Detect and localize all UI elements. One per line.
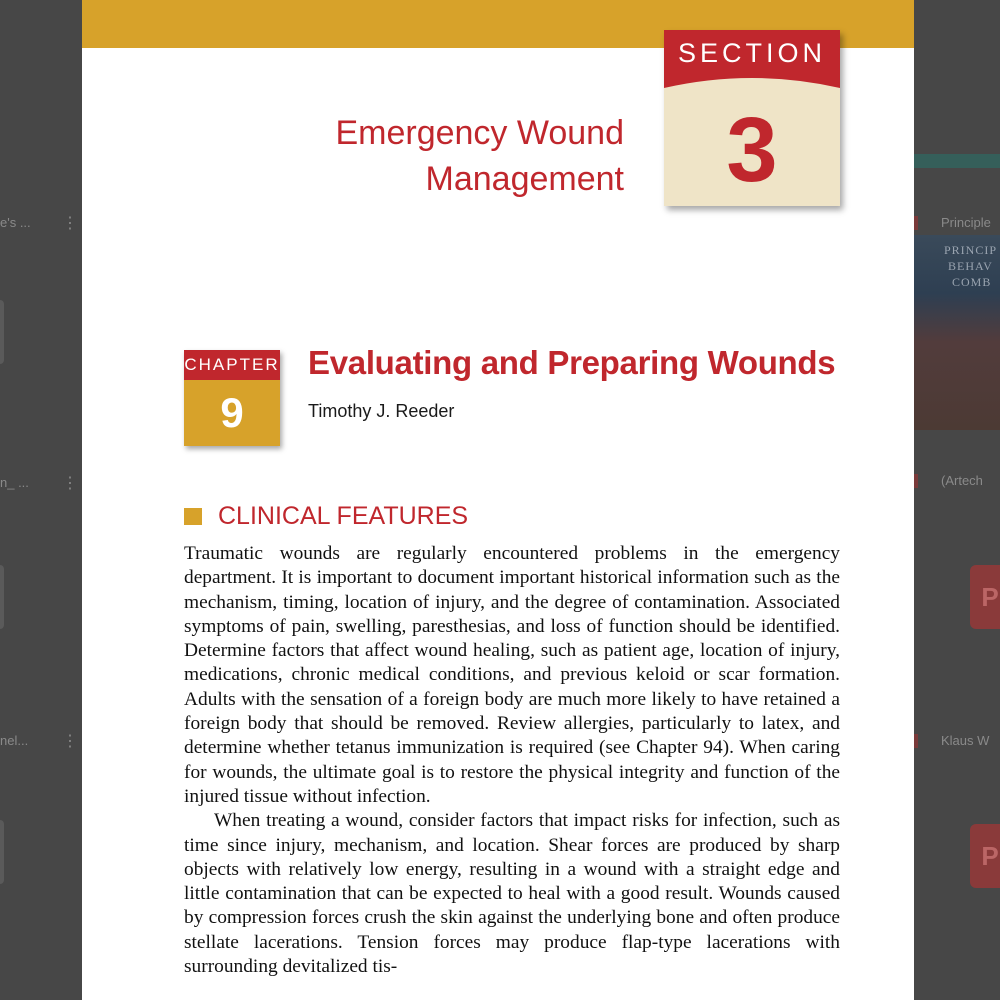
file-thumbnail[interactable] xyxy=(0,565,4,629)
chapter-title: Evaluating and Preparing Wounds xyxy=(308,344,836,381)
file-thumbnail[interactable] xyxy=(0,300,4,364)
section-word: SECTION xyxy=(677,38,826,68)
chapter-badge xyxy=(184,350,280,446)
chapter-word: CHAPTER xyxy=(184,355,280,374)
section-title-line: Emergency Wound xyxy=(335,114,624,152)
section-title xyxy=(335,110,624,202)
file-label[interactable]: (Artech xyxy=(941,473,983,488)
cover-text: COMB xyxy=(952,275,992,289)
heading-square-icon xyxy=(184,508,202,525)
chapter-number: 9 xyxy=(220,389,244,436)
file-label[interactable]: e's ... xyxy=(0,215,31,230)
pdf-file-icon[interactable]: P xyxy=(970,565,1000,629)
document-page[interactable] xyxy=(82,0,914,1000)
chapter-author: Timothy J. Reeder xyxy=(308,401,455,421)
file-type-icon xyxy=(914,216,918,230)
more-options-icon[interactable]: ⋮ xyxy=(62,733,78,750)
file-label[interactable]: Klaus W xyxy=(941,733,990,748)
file-type-icon xyxy=(914,734,918,748)
left-file-column xyxy=(0,0,82,1000)
section-badge xyxy=(664,30,840,206)
section-title-line: Management xyxy=(425,160,624,198)
book-cover-thumbnail[interactable] xyxy=(914,235,1000,430)
paragraph: Traumatic wounds are regularly encountered problems in the emergency department. It is important to document important historical information such as the mechanism, timing, location of injury, and the degree of contamination. Associated symptoms of pain, swelling, paresthesias, and loss of function should be identified. Determine factors that affect wound healing, such as patient age, location of injury, medications, chronic medical conditions, and previous keloid or scar formation. Adults with the sensation of a foreign body are much more likely to have retained a foreign body that should be removed. Review allergies, particularly to latex, and determine whether tetanus immunization is required (see Chapter 94). When caring for wounds, the ultimate goal is to restore the physical integrity and function of the injured tissue without infection. xyxy=(184,543,840,807)
more-options-icon[interactable]: ⋮ xyxy=(62,215,78,232)
file-type-icon xyxy=(914,474,918,488)
more-options-icon[interactable]: ⋮ xyxy=(62,475,78,492)
pdf-file-icon[interactable]: P xyxy=(970,824,1000,888)
section-number: 3 xyxy=(726,99,778,201)
file-label[interactable]: Principle xyxy=(941,215,991,230)
file-thumbnail[interactable] xyxy=(0,820,4,884)
body-text xyxy=(184,542,840,979)
file-label[interactable]: nel... xyxy=(0,733,29,748)
cover-text: PRINCIP xyxy=(944,243,998,257)
cover-text: BEHAV xyxy=(948,259,993,273)
file-thumbnail-edge xyxy=(914,154,1000,168)
heading-text: CLINICAL FEATURES xyxy=(218,502,469,530)
paragraph: When treating a wound, consider factors that impact risks for infection, such as time since injury, mechanism, and location. Shear forces are produced by sharp objects with relatively low energy, resulting in a wound with a straight edge and little contamination that can be expected to heal with a good result. Wounds caused by compression forces crush the skin against the underlying bone and often produce stellate lacerations. Tension forces may produce flap-type lacerations with surrounding devitalized tis- xyxy=(184,810,840,978)
file-label[interactable]: n_ ... xyxy=(0,475,29,490)
